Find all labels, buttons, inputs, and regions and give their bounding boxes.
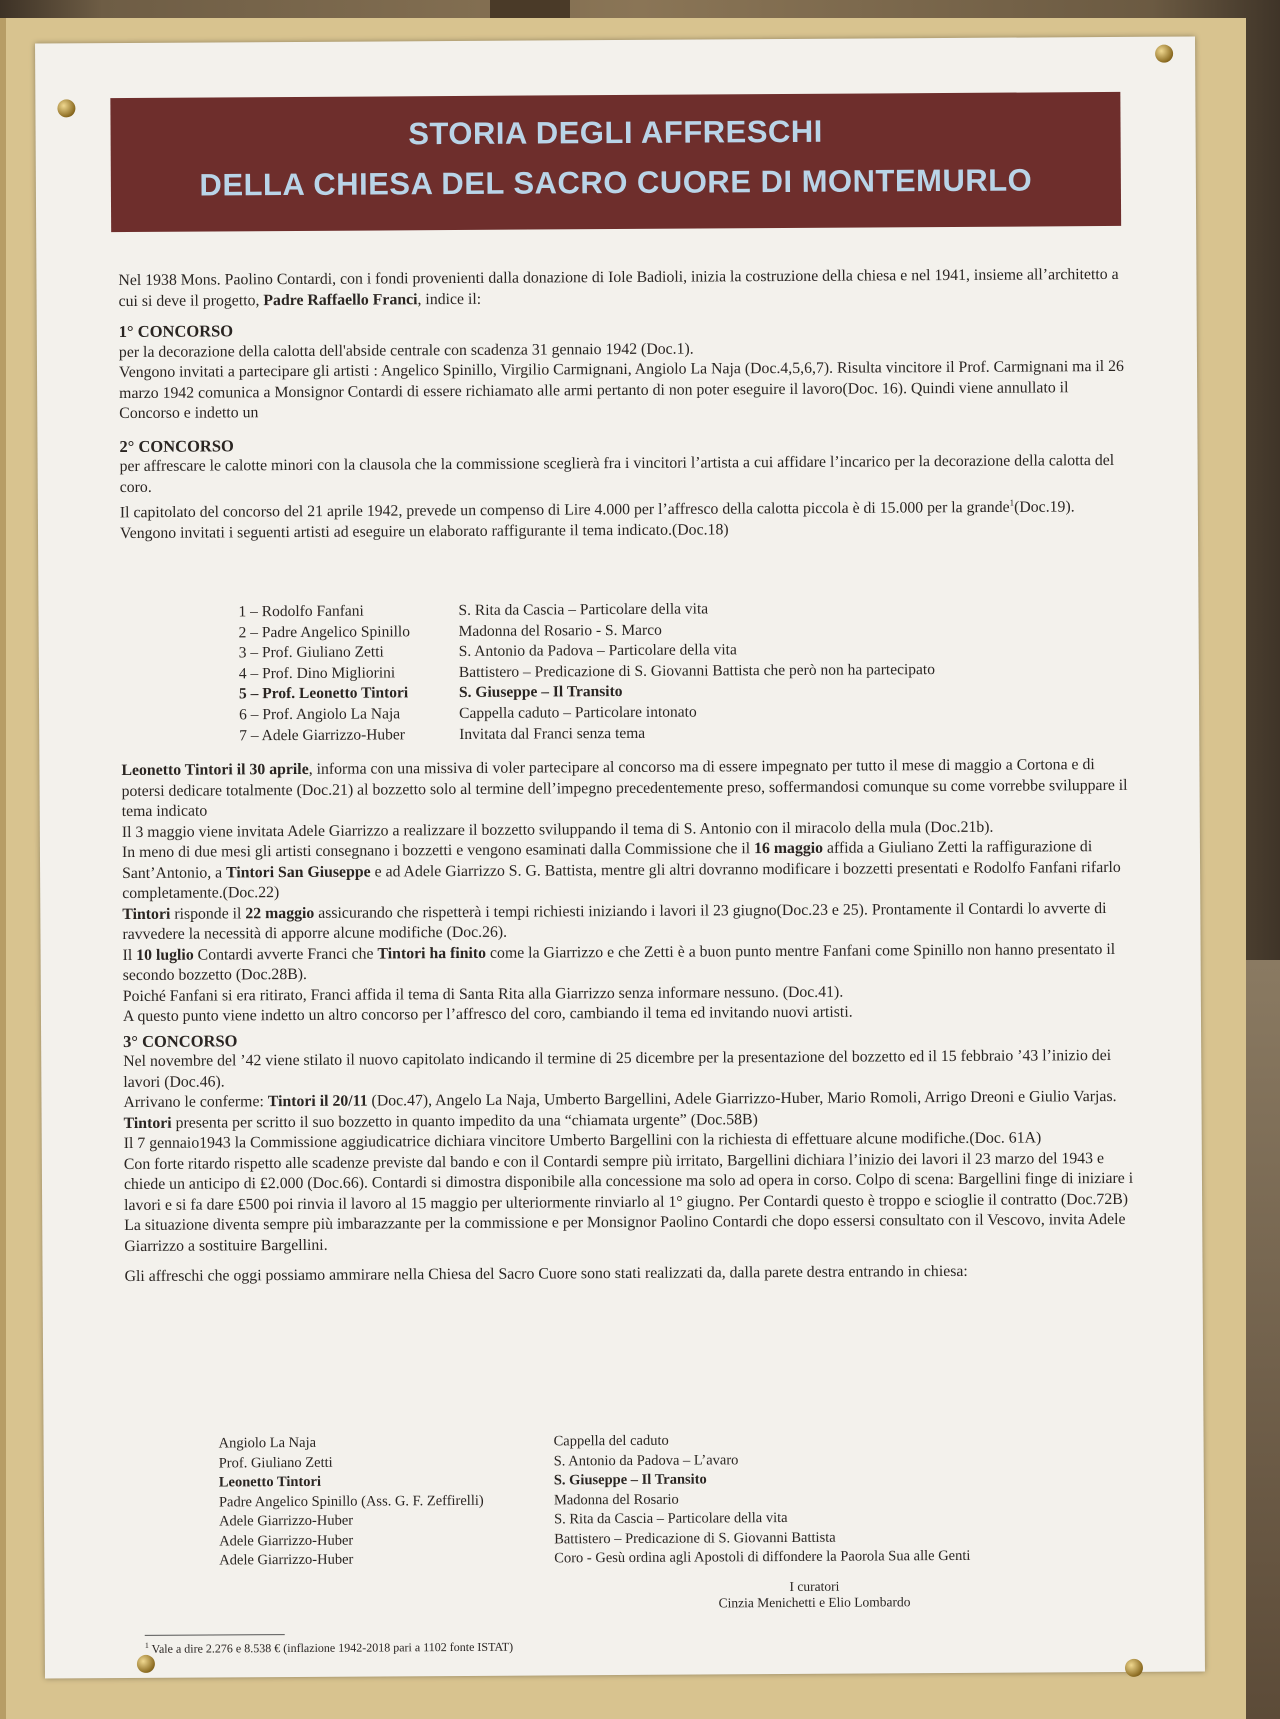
concorso-1-p2: Vengono invitati a partecipare gli artisti : Angelico Spinillo, Virgilio Carmignani, Angiolo La Naja (Doc.4,5,6,7). Risulta vincitore il Prof. Carmignani ma il 26 marzo 1942 comunica a Monsignor Contardi di essere richiamato alle armi pertanto di non poter eseguire il lavoro(Doc. 16). Quindi viene annullato il Concorso e indetto un xyxy=(118,357,1124,423)
pin-icon xyxy=(137,1655,155,1673)
fresco-work: Cappella del caduto xyxy=(553,1432,669,1450)
artist-theme: S. Giuseppe – Il Transito xyxy=(458,683,623,702)
artist-name: 1 – Rodolfo Fanfani xyxy=(238,602,364,621)
fresco-artist: Prof. Giuliano Zetti xyxy=(218,1454,333,1471)
artist-name: 5 – Prof. Leonetto Tintori xyxy=(238,684,409,703)
fresco-artist: Adele Giarrizzo-Huber xyxy=(218,1512,354,1530)
artist-theme: Madonna del Rosario - S. Marco xyxy=(458,621,662,640)
concorso-2-heading: 2° CONCORSO xyxy=(119,435,234,456)
fresco-work: Madonna del Rosario xyxy=(553,1491,679,1508)
concorso-2-p1: per affrescare le calotte minori con la clausola che la commissione sceglierà fra i vincitori l’artista a cui affidare l’incarico per la decorazione della calotta del coro. xyxy=(119,451,1115,496)
concorso-3-p5: Con forte ritardo rispetto alle scadenze previste dal bando e con il Contardi sempre più irritato, Bargellini dichiara l’inizio dei lavori il 23 marzo del 1943 e chiede un anticipo di ₤2.000 (Doc.66). Contardi si dimostra disponibile alla concessione ma solo ad opera in corso. Colpo di scena: Bargellini finge di iniziare i lavori e si fa dare ₤500 poi rinvia il lavoro al 15 maggio per ulteriormente rinviarlo al 1° giugno. Per Contardi questo è troppo e scioglie il contratto (Doc.72B) xyxy=(123,1149,1134,1214)
artist-theme: Cappella caduto – Particolare intonato xyxy=(459,703,697,722)
artist-name: 3 – Prof. Giuliano Zetti xyxy=(238,643,384,662)
narrative-p3: In meno di due mesi gli artisti consegnano i bozzetti e vengono esaminati dalla Commissione che il 16 maggio affida a Giuliano Zetti la raffigurazione di Sant’Antonio, a Tintori San Giuseppe e ad Adele Giarrizzo S. G. Battista, mentre gli altri dovranno modificare i bozzetti presentati e Rodolfo Fanfani rifarlo completamente.(Doc.22) xyxy=(121,838,1121,903)
pin-icon xyxy=(57,99,75,117)
artist-name: 2 – Padre Angelico Spinillo xyxy=(238,622,411,641)
fresco-artist: Leonetto Tintori xyxy=(218,1473,322,1491)
artist-list xyxy=(238,601,410,746)
concorso-3-p1: Nel novembre del ’42 viene stilato il nuovo capitolato indicando il termine di 25 dicembre per la presentazione del bozzetto ed il 15 febbraio ’43 l’inizio dei lavori (Doc.46). xyxy=(123,1047,1112,1091)
intro-paragraph: Nel 1938 Mons. Paolino Contardi, con i fondi provenienti dalla donazione di Iole Badioli, inizia la costruzione della chiesa e nel 1941, insieme all’architetto a cui si deve il progetto, Padre Raffaello Franci, indice il: xyxy=(118,265,1119,310)
artist-theme: S. Rita da Cascia – Particolare della vita xyxy=(458,600,709,619)
concorso-1-p1: per la decorazione della calotta dell'abside centrale con scadenza 31 gennaio 1942 (Doc.1). xyxy=(118,340,694,361)
intro-section xyxy=(118,265,1130,544)
concorso-2-p2: Il capitolato del concorso del 21 aprile 1942, prevede un compenso di Lire 4.000 per l’affresco della calotta piccola è di 15.000 per la grande$^1$(Doc.19). Vengono invitati i seguenti artisti ad eseguire un elaborato raffigurante il tema indicato.(Doc.18) xyxy=(119,497,1075,542)
artist-theme-list xyxy=(458,598,935,745)
artist-name: 6 – Prof. Angiolo La Naja xyxy=(239,705,401,724)
narrative-p5: Il 10 luglio Contardi avverte Franci che Tintori ha finito come la Giarrizzo e che Zetti è a buon punto mentre Fanfani come Spinillo non hanno presentato il secondo bozzetto (Doc.28B). xyxy=(122,940,1116,985)
concorso-3-heading: 3° CONCORSO xyxy=(123,1030,238,1051)
fresco-work: Coro - Gesù ordina agli Apostoli di diffondere la Paorola Sua alle Genti xyxy=(554,1547,971,1567)
pin-icon xyxy=(1155,45,1173,63)
fresco-artist: Adele Giarrizzo-Huber xyxy=(219,1551,354,1569)
footnote: $^1$ Vale a dire 2.276 e 8.538 € (inflazione 1942-2018 pari a 1102 fonte ISTAT) xyxy=(144,1639,514,1656)
poster-sheet xyxy=(35,36,1205,1678)
artist-name: 7 – Adele Giarrizzo-Huber xyxy=(239,725,405,744)
fresco-work-list xyxy=(554,1430,971,1569)
title-line-1: STORIA DEGLI AFFRESCHI xyxy=(408,113,823,152)
fresco-artist: Padre Angelico Spinillo (Ass. G. F. Zeffirelli) xyxy=(218,1492,484,1510)
narrative-p1: Leonetto Tintori il 30 aprile, informa con una missiva di voler partecipare al concorso ma di essere impegnato per tutto il mese di maggio a Cortona e di potersi dedicare totalmente (Doc.21) al bozzetto solo al termine dell’impegno precedentemente preso, soffermandosi comunque su come vorrebbe sviluppare il tema indicato xyxy=(121,756,1128,821)
narrative-p4: Tintori risponde il 22 maggio assicurando che rispetterà i tempi richiesti iniziando i lavori il 23 giugno(Doc.23 e 25). Prontamente il Contardi lo avverte di ravvedere la necessità di apporre alcune modifiche (Doc.26). xyxy=(122,899,1107,944)
narrative-p6: Poiché Fanfani si era ritirato, Franci affida il tema di Santa Rita alla Giarrizzo senza informare nessuno. (Doc.41). xyxy=(122,983,844,1005)
concorso-3-p3: Tintori presenta per scritto il suo bozzetto in quanto impedito da una “chiamata urgente” (Doc.58B) xyxy=(123,1110,758,1132)
fresco-artist-list xyxy=(219,1433,485,1571)
artist-theme: Invitata dal Franci senza tema xyxy=(459,724,646,743)
fresco-work: Battistero – Predicazione di S. Giovanni Battista xyxy=(554,1529,836,1547)
concorso-3-p6: La situazione diventa sempre più imbarazzante per la commissione e per Monsignor Paolino Contardi che dopo essersi consultato con il Vescovo, invita Adele Giarrizzo a sostituire Bargellini. xyxy=(124,1210,1126,1255)
artist-name: 4 – Prof. Dino Migliorini xyxy=(238,664,396,683)
closing-paragraph: Gli affreschi che oggi possiamo ammirare nella Chiesa del Sacro Cuore sono stati realizzati da, dalla parete destra entrando in chiesa: xyxy=(124,1262,968,1286)
concorso-3-p4: Il 7 gennaio1943 la Commissione aggiudicatrice dichiara vincitore Umberto Bargellini con la richiesta di effettuare alcune modifiche.(Doc. 61A) xyxy=(123,1129,1042,1153)
narrative-p2: Il 3 maggio viene invitata Adele Giarrizzo a realizzare il bozzetto sviluppando il tema di S. Antonio con il miracolo della mula (Doc.21b). xyxy=(121,818,994,841)
fresco-artist: Angiolo La Naja xyxy=(218,1434,317,1452)
fresco-work: S. Rita da Cascia – Particolare della vita xyxy=(553,1509,788,1528)
pin-icon xyxy=(1125,1659,1143,1677)
curators-names: Cinzia Menichetti e Elio Lombardo xyxy=(718,1594,911,1611)
title-line-2: DELLA CHIESA DEL SACRO CUORE DI MONTEMURLO xyxy=(199,162,1033,203)
narrative-p7: A questo punto viene indetto un altro concorso per l’affresco del coro, cambiando il tema ed invitando nuovi artisti. xyxy=(122,1003,853,1026)
title-banner xyxy=(110,92,1121,232)
curators-block xyxy=(684,1578,944,1612)
narrative-section xyxy=(121,755,1134,1288)
artist-theme: Battistero – Predicazione di S. Giovanni Battista che però non ha partecipato xyxy=(458,660,935,681)
concorso-1-heading: 1° CONCORSO xyxy=(118,321,234,342)
artist-theme: S. Antonio da Padova – Particolare della vita xyxy=(458,641,737,661)
fresco-work: S. Antonio da Padova – L’avaro xyxy=(553,1451,739,1469)
curators-label: I curatori xyxy=(789,1578,840,1594)
footnote-divider xyxy=(145,1634,285,1636)
fresco-work: S. Giuseppe – Il Transito xyxy=(553,1471,707,1489)
concorso-3-p2: Arrivano le conferme: Tintori il 20/11 (Doc.47), Angelo La Naja, Umberto Bargellini, Adele Giarrizzo-Huber, Mario Romoli, Arrigo Dreoni e Giulio Varjas. xyxy=(123,1087,1117,1112)
fresco-artist: Adele Giarrizzo-Huber xyxy=(219,1532,354,1549)
